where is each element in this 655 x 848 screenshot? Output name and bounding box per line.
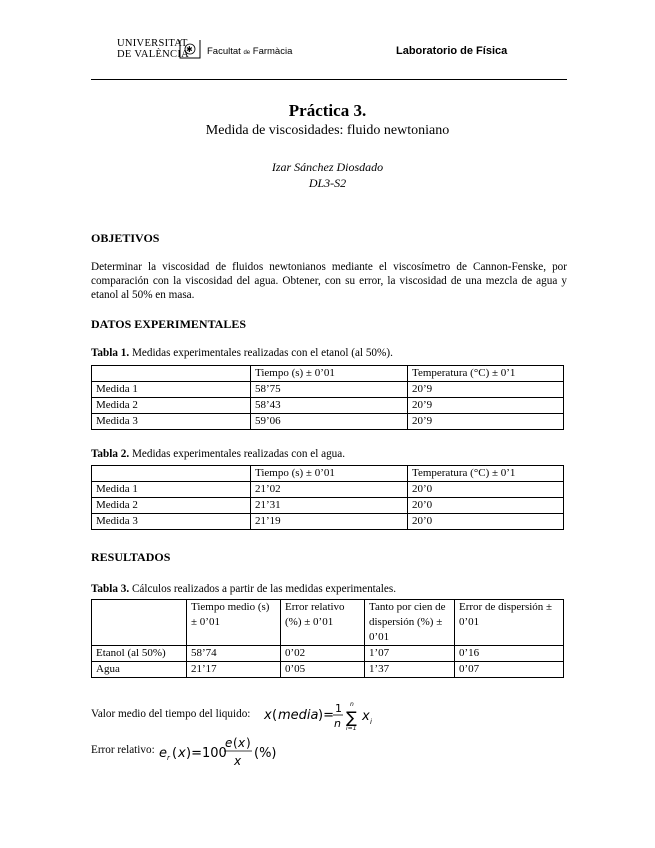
table-header-row xyxy=(92,466,564,482)
svg-text:✱: ✱ xyxy=(186,45,193,54)
table-header-cell: Tanto por cien de dispersión (%) ± 0’01 xyxy=(365,600,455,646)
university-logo-text: UNIVERSITAT DE VALÈNCIA xyxy=(117,38,190,60)
table-row xyxy=(92,646,564,662)
table-header-cell: Temperatura (°C) ± 0’1 xyxy=(408,366,564,382)
table-cell: 58’75 xyxy=(251,382,408,398)
table-row xyxy=(92,662,564,678)
table-cell: Medida 2 xyxy=(92,398,251,414)
table-cell: Etanol (al 50%) xyxy=(92,646,187,662)
table-cell: Medida 1 xyxy=(92,482,251,498)
formula-mean-label: Valor medio del tiempo del liquido: xyxy=(91,708,251,720)
table-header-cell: Temperatura (°C) ± 0’1 xyxy=(408,466,564,482)
table-cell: 0’02 xyxy=(281,646,365,662)
svg-text:)=100: )=100 xyxy=(186,746,227,761)
table-header-cell: Error de dispersión ± 0’01 xyxy=(455,600,564,646)
svg-text:x: x xyxy=(264,708,272,723)
svg-text:i: i xyxy=(370,718,372,726)
table-row xyxy=(92,482,564,498)
svg-text:n: n xyxy=(350,701,354,708)
table1-caption: Tabla 1. Medidas experimentales realizadas con el etanol (al 50%). xyxy=(91,347,393,359)
table-cell: 1’37 xyxy=(365,662,455,678)
formula-error-label: Error relativo: xyxy=(91,744,155,756)
table-cell: 20’0 xyxy=(408,482,564,498)
table-cell: 20’9 xyxy=(408,398,564,414)
lab-name: Laboratorio de Física xyxy=(396,45,508,57)
table-header-cell xyxy=(92,600,187,646)
table-cell: 0’07 xyxy=(455,662,564,678)
page-subtitle: Medida de viscosidades: fluido newtoniano xyxy=(205,123,450,138)
table-header-cell: Tiempo (s) ± 0’01 xyxy=(251,466,408,482)
experimental-heading: DATOS EXPERIMENTALES xyxy=(91,317,247,331)
table-cell: 0’05 xyxy=(281,662,365,678)
svg-text:)=: )= xyxy=(318,708,334,723)
objectives-text: Determinar la viscosidad de fluidos newtonianos mediante el viscosímetro de Cannon-Fenske, por comparación con la viscosidad del agua. Obtener, con su error, la viscosidad de una mezcla de agua y etanol al 50% en masa. xyxy=(91,261,567,301)
table-cell: Agua xyxy=(92,662,187,678)
table-cell: Medida 2 xyxy=(92,498,251,514)
svg-text:): ) xyxy=(246,736,251,750)
formula-error-math xyxy=(157,732,287,772)
svg-text:e: e xyxy=(225,736,233,750)
svg-text:i=1: i=1 xyxy=(346,725,357,732)
svg-text:r: r xyxy=(167,754,170,762)
results-heading: RESULTADOS xyxy=(91,550,171,564)
table-cell: Medida 3 xyxy=(92,414,251,430)
svg-text:(: ( xyxy=(172,746,178,761)
svg-text:media: media xyxy=(278,708,319,723)
svg-text:∑: ∑ xyxy=(346,708,357,727)
group-code: DL3-S2 xyxy=(308,176,347,190)
university-seal-icon xyxy=(178,38,202,60)
table3-caption: Tabla 3. Cálculos realizados a partir de las medidas experimentales. xyxy=(91,583,396,595)
table-header-row xyxy=(92,600,564,646)
table-cell: 21’31 xyxy=(251,498,408,514)
table-agua xyxy=(91,465,564,530)
header-divider xyxy=(91,79,567,80)
table-etanol xyxy=(91,365,564,430)
table-row xyxy=(92,398,564,414)
table-cell: 20’9 xyxy=(408,414,564,430)
faculty-name: Facultat de Farmàcia xyxy=(207,46,293,57)
table-results xyxy=(91,599,564,678)
table-row xyxy=(92,498,564,514)
table-row xyxy=(92,514,564,530)
table-header-cell: Tiempo (s) ± 0’01 xyxy=(251,366,408,382)
objectives-heading: OBJETIVOS xyxy=(91,231,160,245)
table-header-cell: Error relativo (%) ± 0’01 xyxy=(281,600,365,646)
table-cell: 58’43 xyxy=(251,398,408,414)
svg-text:(: ( xyxy=(272,708,278,723)
table-cell: 21’19 xyxy=(251,514,408,530)
svg-text:1: 1 xyxy=(335,702,342,715)
table-cell: 58’74 xyxy=(187,646,281,662)
table-header-cell xyxy=(92,466,251,482)
table-cell: 20’0 xyxy=(408,498,564,514)
table-cell: Medida 1 xyxy=(92,382,251,398)
table-row xyxy=(92,382,564,398)
table-cell: 0’16 xyxy=(455,646,564,662)
svg-text:x: x xyxy=(238,736,246,750)
table-cell: Medida 3 xyxy=(92,514,251,530)
svg-text:e: e xyxy=(159,746,167,761)
svg-text:(%): (%) xyxy=(254,746,277,761)
table-cell: 59’06 xyxy=(251,414,408,430)
table-cell: 1’07 xyxy=(365,646,455,662)
table-cell: 21’02 xyxy=(251,482,408,498)
table-header-row xyxy=(92,366,564,382)
table-cell: 20’9 xyxy=(408,382,564,398)
table-cell: 20’0 xyxy=(408,514,564,530)
table-cell: 21’17 xyxy=(187,662,281,678)
table-row xyxy=(92,414,564,430)
svg-text:x: x xyxy=(362,709,370,724)
svg-text:n: n xyxy=(334,717,341,730)
page-title: Práctica 3. xyxy=(288,101,367,120)
table2-caption: Tabla 2. Medidas experimentales realizadas con el agua. xyxy=(91,448,346,460)
svg-text:(: ( xyxy=(233,736,238,750)
table-header-cell xyxy=(92,366,251,382)
table-header-cell: Tiempo medio (s) ± 0’01 xyxy=(187,600,281,646)
svg-text:x: x xyxy=(234,754,242,768)
svg-text:x: x xyxy=(178,746,186,761)
formula-mean-math xyxy=(262,696,382,732)
author-name: Izar Sánchez Diosdado xyxy=(271,160,384,174)
